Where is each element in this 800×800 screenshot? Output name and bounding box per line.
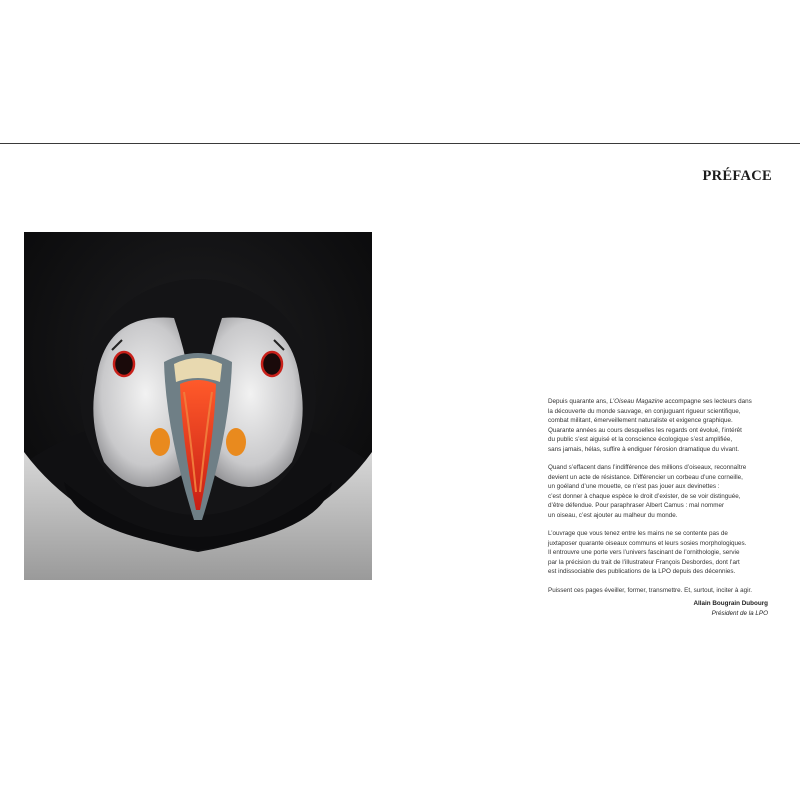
paragraph-4 xyxy=(548,586,776,596)
author-name: Allain Bougrain Dubourg xyxy=(693,600,768,607)
text-line: par la précision du trait de l’illustrateur François Desbordes, dont l’art xyxy=(548,558,740,566)
text-line: un goéland d’une mouette, ce n’est pas jouer aux devinettes : xyxy=(548,483,720,490)
text-line: Quarante années au cours desquelles les regards ont évolué, l’intérêt xyxy=(548,426,742,434)
header-rule xyxy=(0,143,800,144)
text-line: est indissociable des publications de la LPO depuis des décennies. xyxy=(548,568,736,575)
text-line: devient un acte de résistance. Différencier un corbeau d’une corneille, xyxy=(548,473,743,481)
text-line: L’ouvrage que vous tenez entre les mains ne se contente pas de xyxy=(548,530,728,537)
text-line: sans jamais, hélas, suffire à endiguer l’érosion dramatique du vivant. xyxy=(548,445,739,453)
text-line: la découverte du monde sauvage, en conjuguant rigueur scientifique, xyxy=(548,407,741,415)
puffin-photo xyxy=(24,232,372,580)
text-line: un oiseau, c’est ajouter au malheur du monde. xyxy=(548,511,678,519)
paragraph-3 xyxy=(548,529,776,577)
text-line: Quand s’effacent dans l’indifférence des millions d’oiseaux, reconnaître xyxy=(548,464,747,471)
text-line: Puissent ces pages éveiller, former, transmettre. Et, surtout, inciter à agir. xyxy=(548,586,753,594)
signature xyxy=(693,599,768,618)
text-line: Il entrouvre une porte vers l’univers fascinant de l’ornithologie, servie xyxy=(548,549,740,556)
page-title: PRÉFACE xyxy=(702,168,772,184)
text-line: d’être défendue. Pour paraphraser Albert Camus : mal nommer xyxy=(548,502,725,509)
text-line: combat militant, émerveillement naturaliste et exigence graphique. xyxy=(548,417,733,424)
paragraph-1 xyxy=(548,397,776,454)
magazine-title: L’Oiseau Magazine xyxy=(609,398,664,405)
text-line: Depuis quarante ans, L’Oiseau Magazine accompagne ses lecteurs dans xyxy=(548,398,752,405)
preface-text xyxy=(548,397,776,604)
text-line: du public s’est aiguisé et la conscience écologique s’est amplifiée, xyxy=(548,436,733,443)
text-line: juxtaposer quarante oiseaux communs et leurs sosies morphologiques. xyxy=(548,539,747,547)
paragraph-2 xyxy=(548,463,776,520)
text-line: c’est donner à chaque espèce le droit d’exister, de se voir distinguée, xyxy=(548,492,741,500)
author-role: Président de la LPO xyxy=(711,609,768,617)
